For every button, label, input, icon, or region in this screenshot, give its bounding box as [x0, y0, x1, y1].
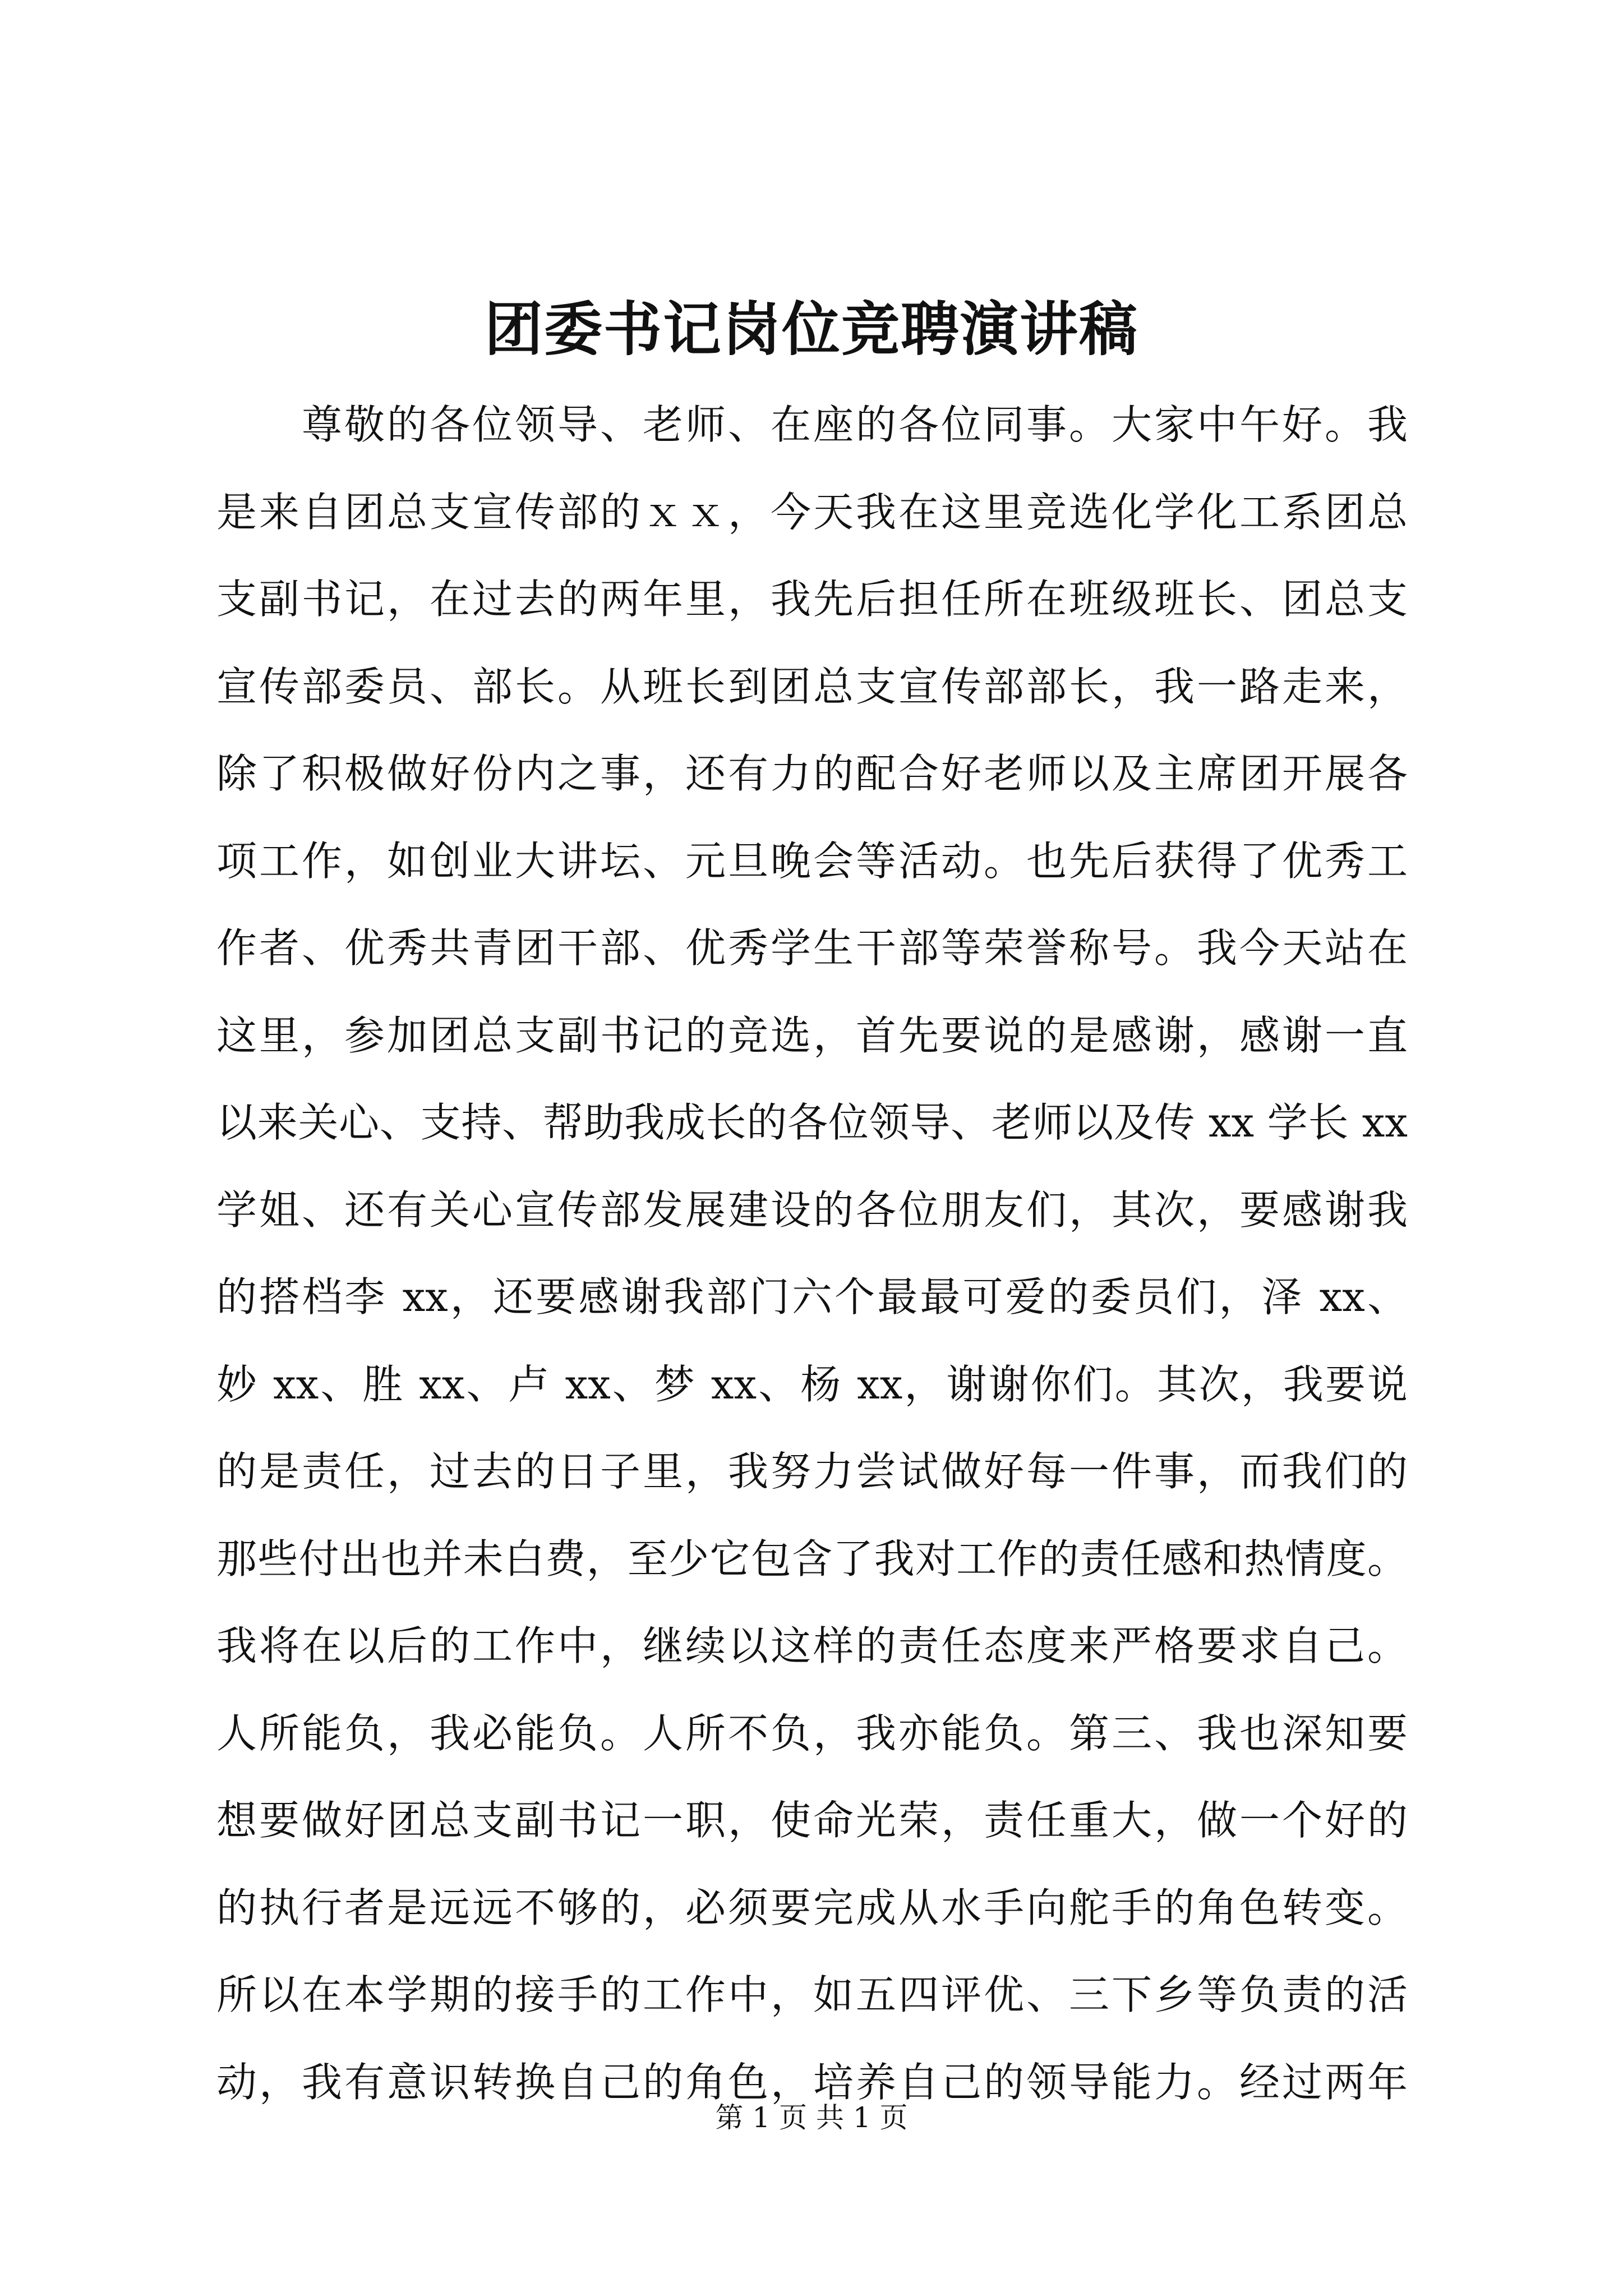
- body-line: 那些付出也并未白费，至少它包含了我对工作的责任感和热情度。: [216, 1535, 1408, 1582]
- body-line: 的执行者是远远不够的，必须要完成从水手向舵手的角色转变。: [216, 1884, 1408, 1931]
- body-line: 项工作，如创业大讲坛、元旦晚会等活动。也先后获得了优秀工: [216, 837, 1408, 885]
- body-line: 所以在本学期的接手的工作中，如五四评优、三下乡等负责的活: [216, 1971, 1408, 2018]
- body-line: 动，我有意识转换自己的角色，培养自己的领导能力。经过两年: [216, 2058, 1408, 2106]
- body-line: 以来关心、支持、帮助我成长的各位领导、老师以及传 xx 学长 xx: [216, 1099, 1408, 1146]
- body-line: 除了积极做好份内之事，还有力的配合好老师以及主席团开展各: [216, 750, 1408, 797]
- document-title: 团委书记岗位竞聘演讲稿: [484, 295, 1138, 364]
- body-line: 想要做好团总支副书记一职，使命光荣，责任重大，做一个好的: [216, 1797, 1408, 1844]
- body-line: 的搭档李 xx，还要感谢我部门六个最最可爱的委员们，泽 xx、: [216, 1273, 1408, 1320]
- body-line: 作者、优秀共青团干部、优秀学生干部等荣誉称号。我今天站在: [216, 924, 1408, 972]
- body-line: 的是责任，过去的日子里，我努力尝试做好每一件事，而我们的: [216, 1448, 1408, 1495]
- body-line: 尊敬的各位领导、老师、在座的各位同事。大家中午好。我: [216, 401, 1408, 448]
- speech-body: [216, 381, 1408, 2126]
- body-line: 人所能负，我必能负。人所不负，我亦能负。第三、我也深知要: [216, 1709, 1408, 1757]
- page-footer: 第 1 页 共 1 页: [715, 2101, 908, 2134]
- body-line: 妙 xx、胜 xx、卢 xx、梦 xx、杨 xx，谢谢你们。其次，我要说: [216, 1360, 1408, 1408]
- body-line: 我将在以后的工作中，继续以这样的责任态度来严格要求自己。: [216, 1622, 1408, 1669]
- body-line: 是来自团总支宣传部的ｘｘ，今天我在这里竞选化学化工系团总: [216, 488, 1408, 536]
- body-line: 支副书记，在过去的两年里，我先后担任所在班级班长、团总支: [216, 576, 1408, 623]
- body-line: 宣传部委员、部长。从班长到团总支宣传部部长，我一路走来，: [216, 662, 1408, 710]
- body-line: 学姐、还有关心宣传部发展建设的各位朋友们，其次，要感谢我: [216, 1186, 1408, 1234]
- body-line: 这里，参加团总支副书记的竞选，首先要说的是感谢，感谢一直: [216, 1011, 1408, 1059]
